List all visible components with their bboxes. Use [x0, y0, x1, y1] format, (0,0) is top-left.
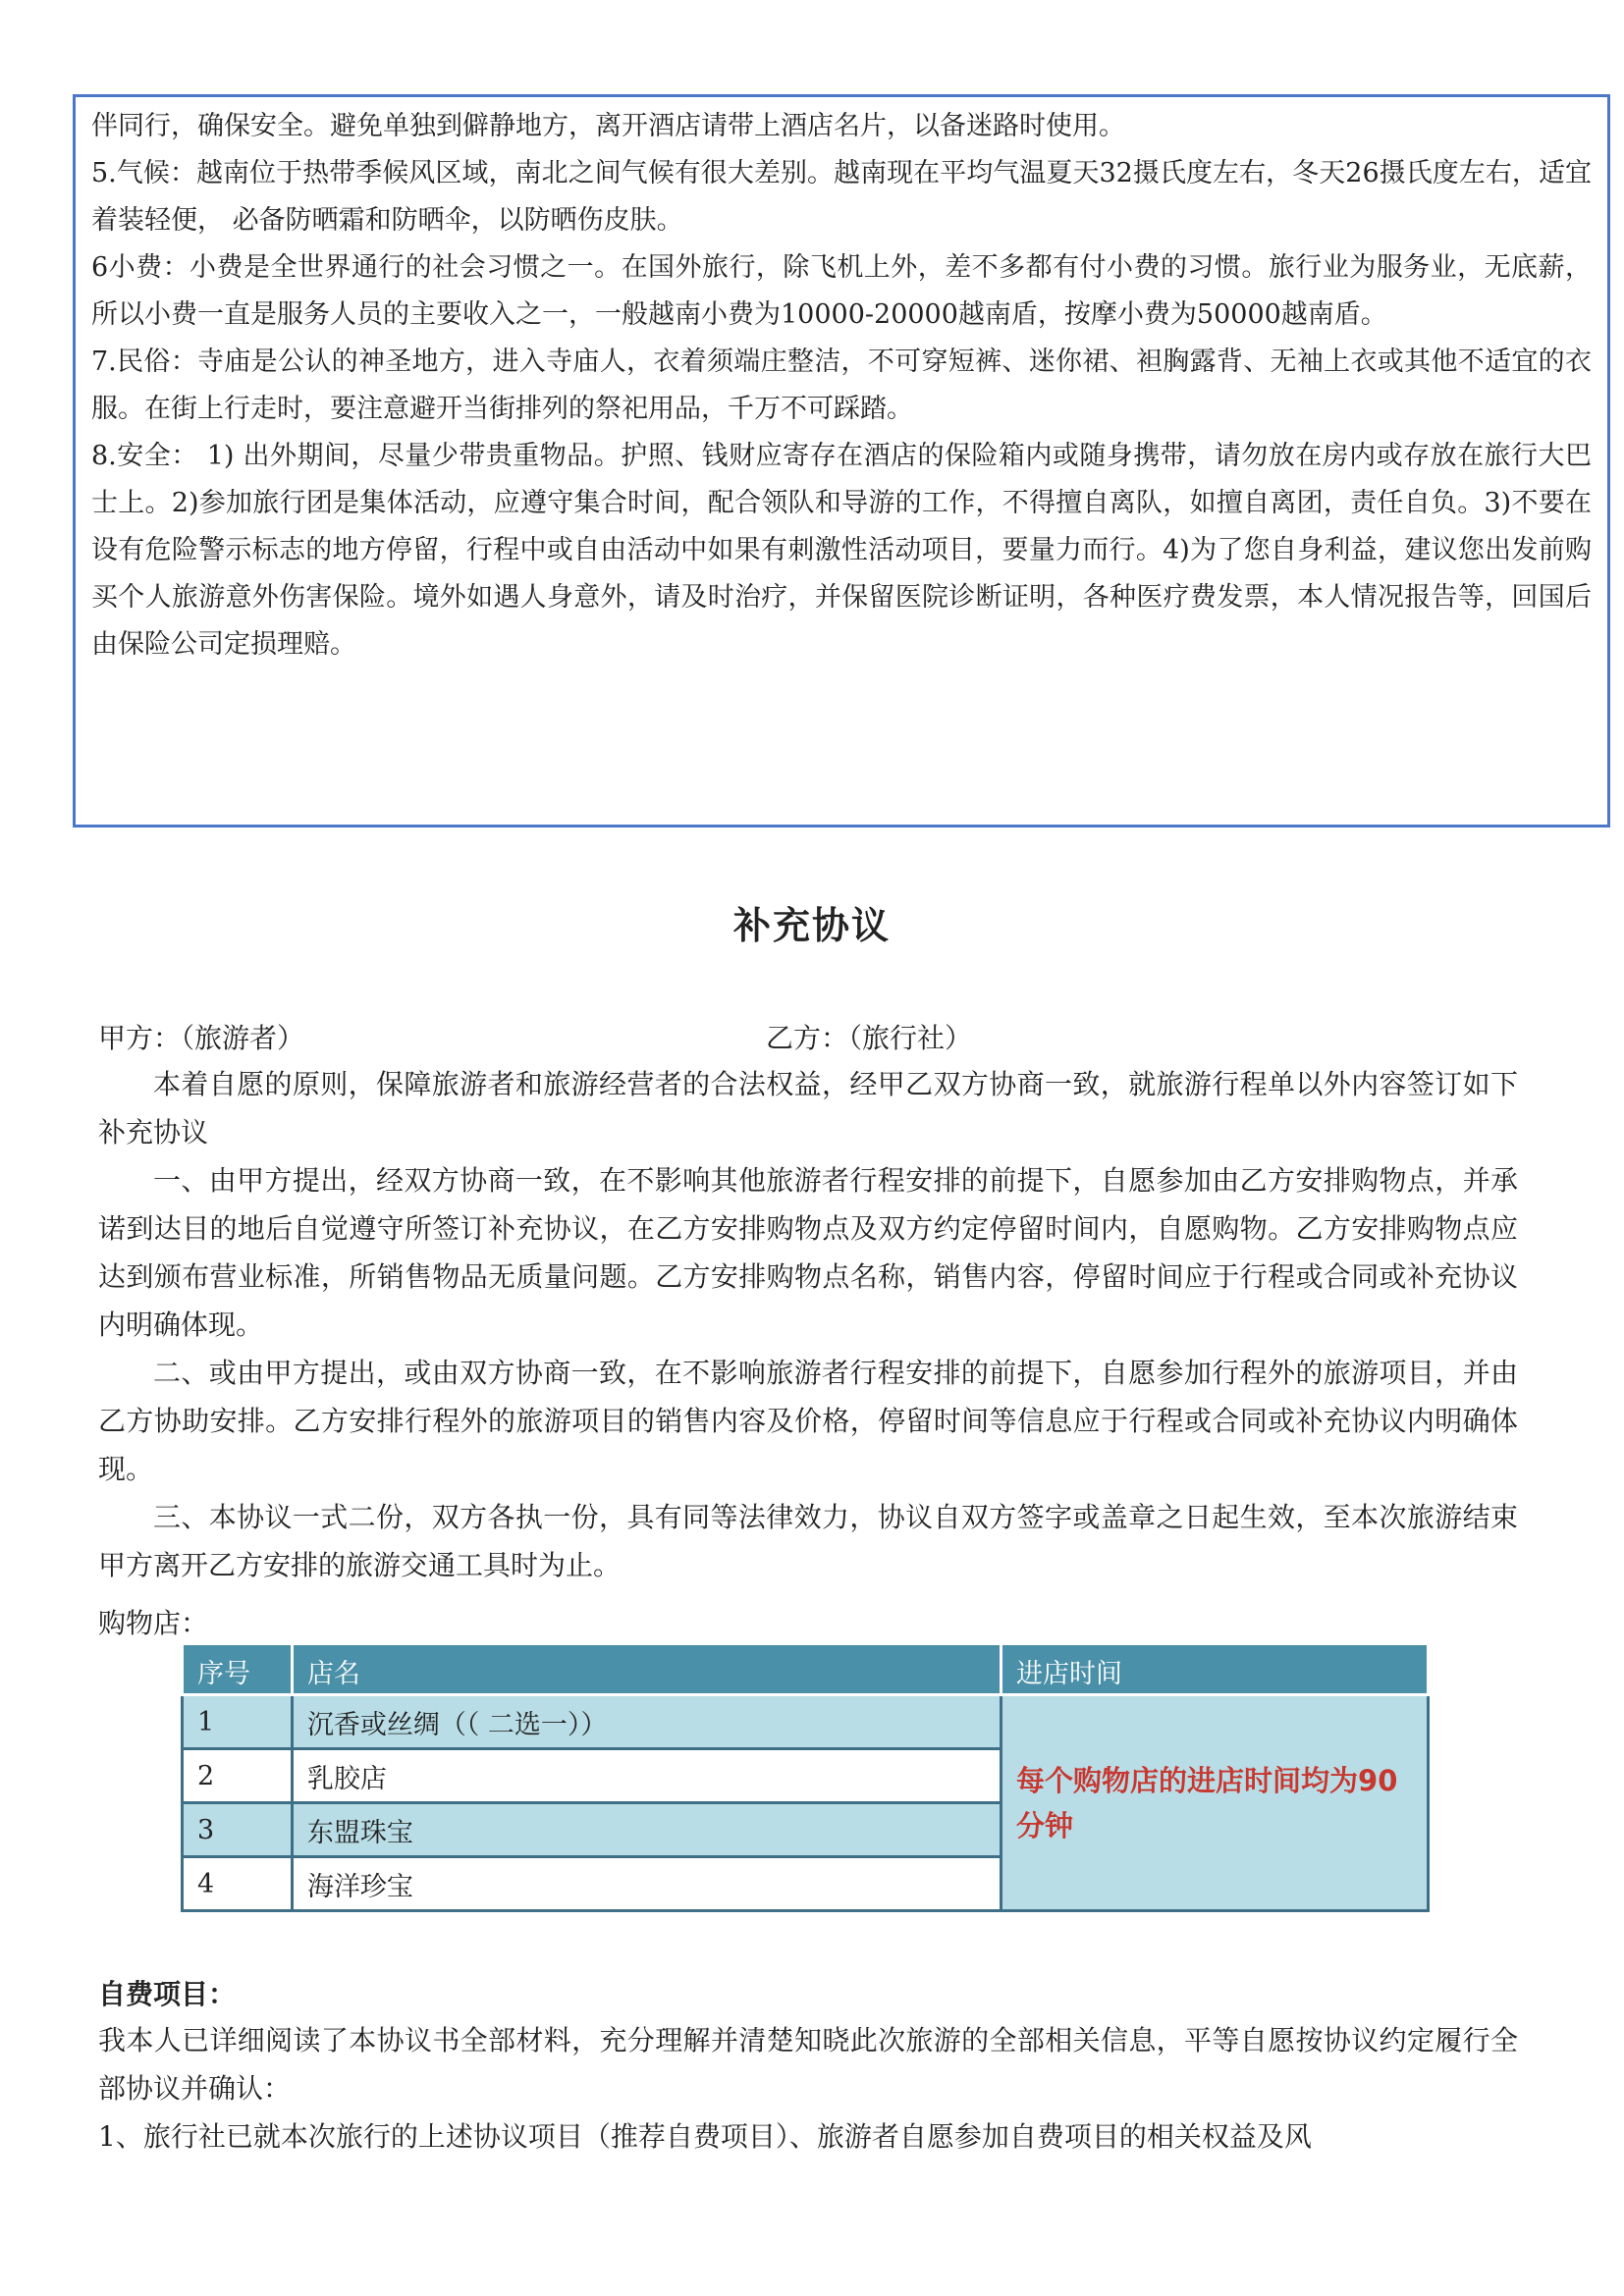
page-title: 补充协议 [732, 904, 891, 947]
row-no: 2 [183, 1749, 293, 1803]
row-name: 东盟珠宝 [292, 1803, 1001, 1857]
party-b: 乙方：（旅行社） [766, 1022, 973, 1054]
fees-title: 自费项目： [98, 1978, 237, 2010]
fees-body [98, 2016, 1518, 2161]
header-time: 进店时间 [1001, 1647, 1429, 1695]
parties-line [98, 1017, 1551, 1060]
row-no: 3 [183, 1803, 293, 1857]
agreement-intro: 本着自愿的原则，保障旅游者和旅游经营者的合法权益，经甲乙双方协商一致，就旅游行程单以外内容签订如下补充协议 [98, 1068, 1518, 1148]
note-climate: 5.气候：越南位于热带季候风区域，南北之间气候有很大差别。越南现在平均气温夏天32摄氏度左右，冬天26摄氏度左右，适宜着装轻便， 必备防晒霜和防晒伞，以防晒伤皮肤。 [91, 158, 1592, 236]
travel-notes-box [73, 94, 1610, 828]
header-no: 序号 [183, 1647, 293, 1695]
shops-table [181, 1645, 1430, 1912]
row-no: 1 [183, 1695, 293, 1749]
agreement-clause-2: 二、或由甲方提出，或由双方协商一致，在不影响旅游者行程安排的前提下，自愿参加行程外的旅游项目，并由乙方协助安排。乙方安排行程外的旅游项目的销售内容及价格，停留时间等信息应于行程或合同或补充协议内明确体现。 [98, 1357, 1518, 1485]
party-a: 甲方：（旅游者） [98, 1022, 305, 1054]
note-tipping: 6小费：小费是全世界通行的社会习惯之一。在国外旅行，除飞机上外，差不多都有付小费的习惯。旅行业为服务业，无底薪，所以小费一直是服务人员的主要收入之一，一般越南小费为10000-20000越南盾，按摩小费为50000越南盾。 [91, 252, 1592, 330]
note-customs: 7.民俗：寺庙是公认的神圣地方，进入寺庙人，衣着须端庄整洁，不可穿短裤、迷你裙、袒胸露背、无袖上衣或其他不适宜的衣服。在街上行走时，要注意避开当街排列的祭祀用品，千万不可踩踏。 [91, 347, 1592, 424]
header-name: 店名 [292, 1647, 1001, 1695]
row-name: 乳胶店 [292, 1749, 1001, 1803]
agreement-clause-3: 三、本协议一式二份，双方各执一份，具有同等法律效力，协议自双方签字或盖章之日起生效，至本次旅游结束甲方离开乙方安排的旅游交通工具时为止。 [98, 1501, 1518, 1581]
note-safety: 8.安全： 1) 出外期间，尽量少带贵重物品。护照、钱财应寄存在酒店的保险箱内或随身携带，请勿放在房内或存放在旅行大巴士上。2)参加旅行团是集体活动，应遵守集合时间，配合领队和导游的工作，不得擅自离队，如擅自离团，责任自负。3)不要在设有危险警示标志的地方停留，行程中或自由活动中如果有刺激性活动项目，要量力而行。4)为了您自身利益，建议您出发前购买个人旅游意外伤害保险。境外如遇人身意外，请及时治疗，并保留医院诊断证明，各种医疗费发票，本人情况报告等，回国后由保险公司定损理赔。 [91, 441, 1592, 660]
row-name: 沉香或丝绸（（ 二选一）） [292, 1695, 1001, 1749]
table-row [183, 1695, 1429, 1749]
fees-paragraph-2: 1、旅行社已就本次旅行的上述协议项目（推荐自费项目）、旅游者自愿参加自费项目的相关权益及风 [98, 2120, 1312, 2153]
row-name: 海洋珍宝 [292, 1857, 1001, 1911]
note-paragraph: 伴同行，确保安全。避免单独到僻静地方，离开酒店请带上酒店名片，以备迷路时使用。 [91, 111, 1125, 141]
shops-label: 购物店： [98, 1607, 209, 1639]
row-no: 4 [183, 1857, 293, 1911]
fees-paragraph-1: 我本人已详细阅读了本协议书全部材料，充分理解并清楚知晓此次旅游的全部相关信息，平等自愿按协议约定履行全部协议并确认： [98, 2024, 1518, 2105]
shop-time-note: 每个购物店的进店时间均为90分钟 [1001, 1695, 1429, 1911]
agreement-clause-1: 一、由甲方提出，经双方协商一致，在不影响其他旅游者行程安排的前提下，自愿参加由乙方安排购物点，并承诺到达目的地后自觉遵守所签订补充协议，在乙方安排购物点及双方约定停留时间内，自愿购物。乙方安排购物点应达到颁布营业标准，所销售物品无质量问题。乙方安排购物点名称，销售内容，停留时间应于行程或合同或补充协议内明确体现。 [98, 1164, 1518, 1341]
agreement-body [98, 1060, 1518, 1589]
table-header-row [183, 1647, 1429, 1695]
